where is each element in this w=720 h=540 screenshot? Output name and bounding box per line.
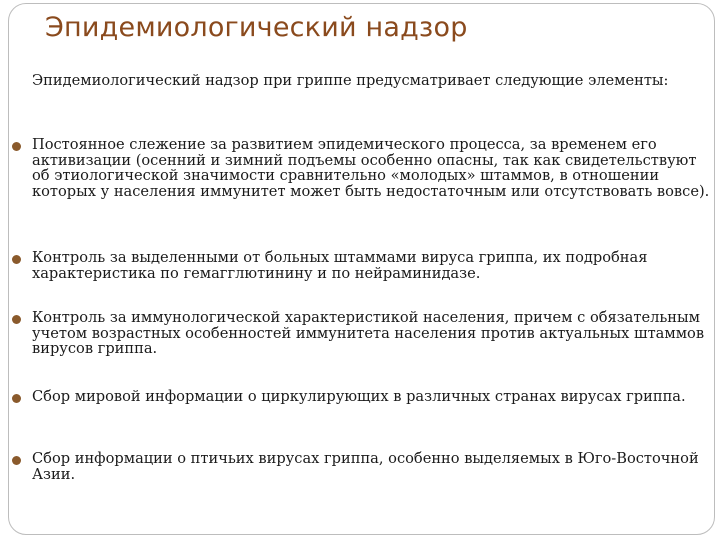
bullet-item <box>12 451 712 482</box>
bullet-dot-icon <box>12 394 21 403</box>
bullet-text: Контроль за иммунологической характеристикой населения, причем с обязательным учетом возрастных особенностей иммунитета населения против актуальных штаммов вирусов гриппа. <box>32 309 705 358</box>
bullet-text: Контроль за выделенными от больных штаммами вируса гриппа, их подробная характеристика по гемагглютинину и по нейраминидазе. <box>32 249 648 282</box>
bullet-item <box>12 389 712 405</box>
bullet-item <box>12 250 712 281</box>
bullet-text: Сбор информации о птичьих вирусах гриппа, особенно выделяемых в Юго-Восточной Азии. <box>32 450 699 483</box>
bullet-dot-icon <box>12 142 21 151</box>
bullet-dot-icon <box>12 456 21 465</box>
intro-text: Эпидемиологический надзор при гриппе предусматривает следующие элементы: <box>32 72 669 89</box>
slide-title: Эпидемиологический надзор <box>45 12 468 43</box>
bullet-item <box>12 310 712 357</box>
bullet-dot-icon <box>12 315 21 324</box>
bullet-text: Постоянное слежение за развитием эпидемического процесса, за временем его активизации (осенний и зимний подъемы особенно опасны, так как свидетельствуют об этиологической значимости сравнительно «молодых» штаммов, в отношении которых у населения иммунитет может быть недостаточным или отсутствовать вовсе). <box>32 136 710 200</box>
bullet-item <box>12 137 712 199</box>
bullet-text: Сбор мировой информации о циркулирующих в различных странах вирусах гриппа. <box>32 388 686 405</box>
bullet-dot-icon <box>12 255 21 264</box>
